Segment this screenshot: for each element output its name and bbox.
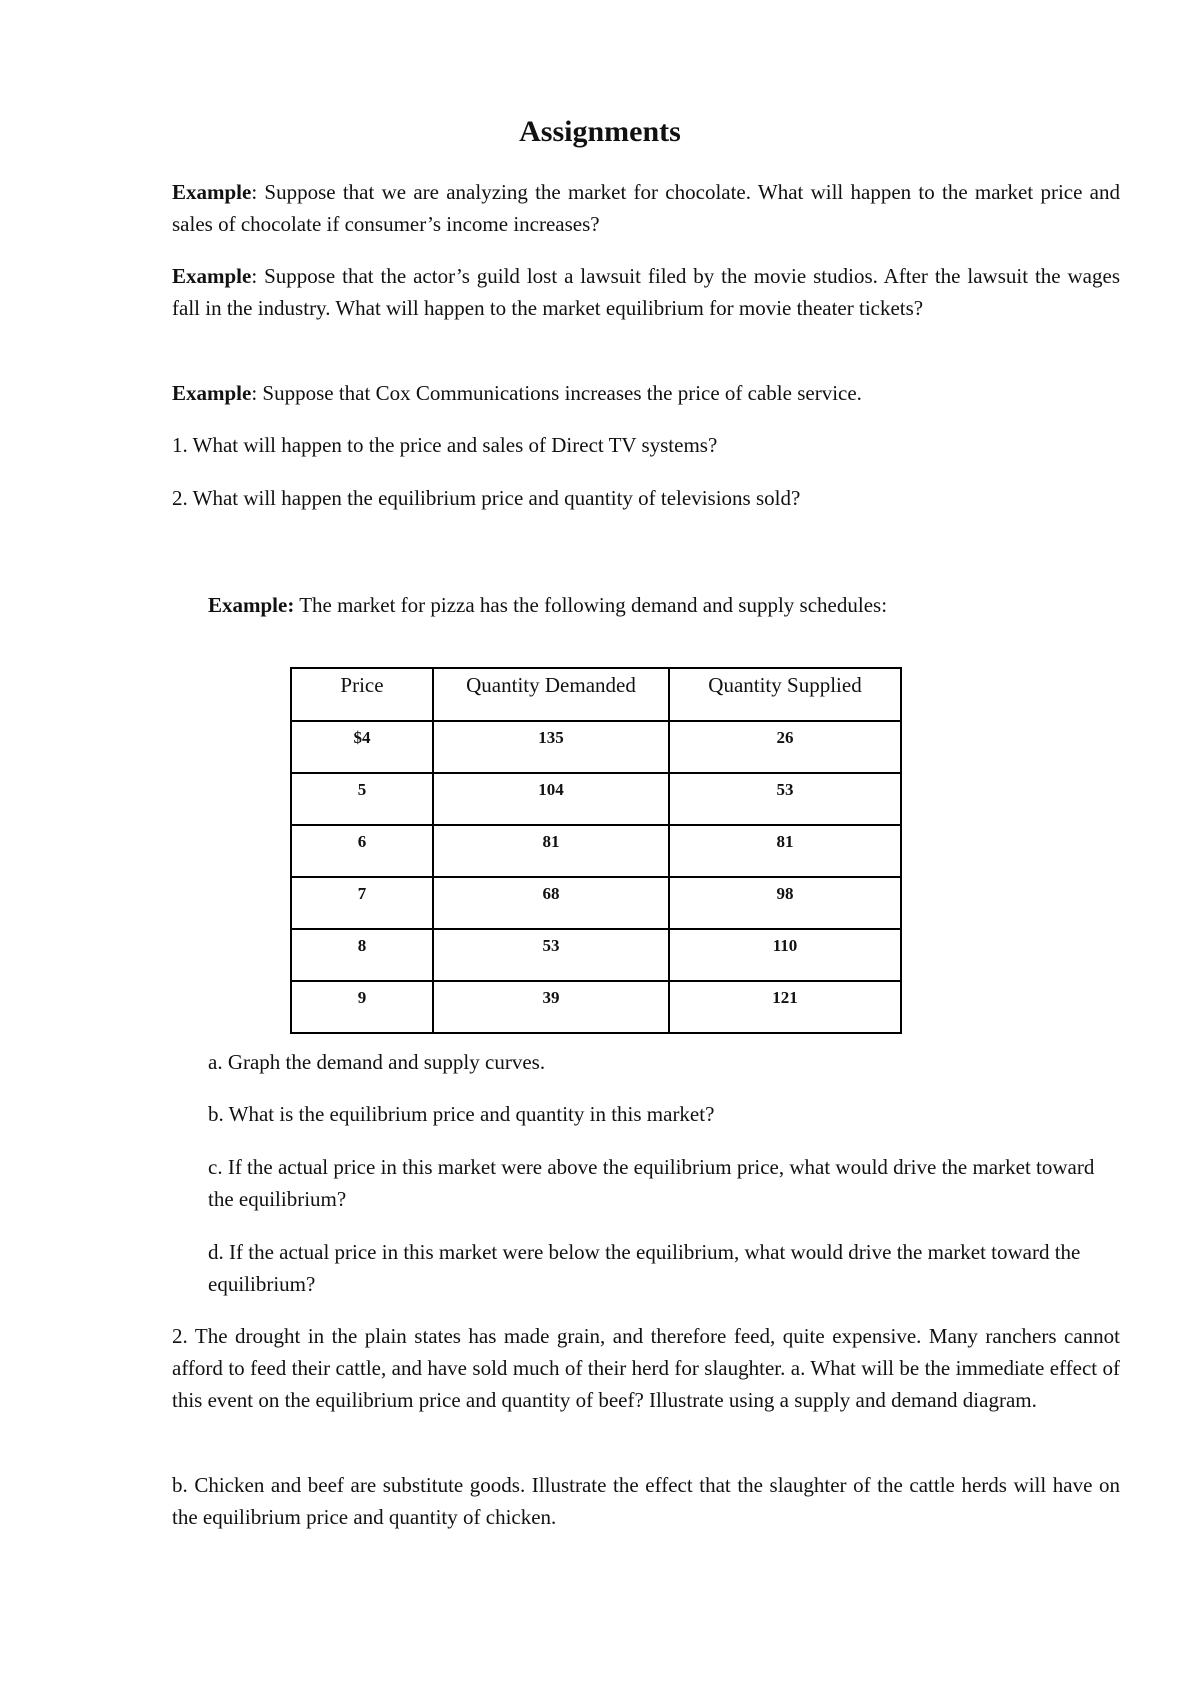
price-cell: 5 (291, 773, 433, 825)
column-header-price: Price (291, 668, 433, 721)
quantity-demanded-cell: 39 (433, 981, 669, 1033)
quantity-demanded-cell: 53 (433, 929, 669, 981)
table-row (291, 981, 901, 1033)
quantity-demanded-cell: 135 (433, 721, 669, 773)
price-cell: 7 (291, 877, 433, 929)
table-row (291, 773, 901, 825)
price-cell: 9 (291, 981, 433, 1033)
table-row (291, 825, 901, 877)
example-actors-guild (172, 260, 1120, 324)
column-header-quantity-demanded: Quantity Demanded (433, 668, 669, 721)
question-2-part-a: a. What will be the immediate effect of this event on the equilibrium price and quantity of beef? Illustrate using a supply and demand diagram. (172, 1356, 1121, 1412)
quantity-demanded-cell: 68 (433, 877, 669, 929)
quantity-supplied-cell: 110 (669, 929, 901, 981)
pizza-question-c: c. If the actual price in this market were above the equilibrium price, what would drive the market toward the equilibrium? (208, 1155, 1095, 1211)
quantity-supplied-cell: 81 (669, 825, 901, 877)
example-text: : Suppose that we are analyzing the market for chocolate. What will happen to the market price and sales of chocolate if consumer’s income increases? (172, 180, 1120, 236)
column-header-quantity-supplied: Quantity Supplied (669, 668, 901, 721)
example-text: : Suppose that the actor’s guild lost a lawsuit filed by the movie studios. After the lawsuit the wages fall in the industry. What will happen to the market equilibrium for movie theater tickets? (172, 264, 1120, 320)
example-label: Example (172, 180, 252, 204)
quantity-demanded-cell: 104 (433, 773, 669, 825)
pizza-question-d: d. If the actual price in this market were below the equilibrium, what would drive the market toward the equilibrium? (208, 1240, 1081, 1296)
supply-demand-table (290, 667, 902, 1034)
cable-question-1: 1. What will happen to the price and sales of Direct TV systems? (172, 433, 718, 457)
quantity-demanded-cell: 81 (433, 825, 669, 877)
price-cell: 6 (291, 825, 433, 877)
example-text: : Suppose that Cox Communications increases the price of cable service. (251, 381, 862, 405)
example-cable (172, 377, 1120, 409)
quantity-supplied-cell: 53 (669, 773, 901, 825)
table-row (291, 929, 901, 981)
example-label: Example (172, 381, 252, 405)
price-cell: 8 (291, 929, 433, 981)
quantity-supplied-cell: 26 (669, 721, 901, 773)
pizza-question-a: a. Graph the demand and supply curves. (208, 1050, 546, 1074)
pizza-question-b: b. What is the equilibrium price and quantity in this market? (208, 1102, 715, 1126)
example-chocolate (172, 176, 1120, 240)
question-2-part-b: b. Chicken and beef are substitute goods. Illustrate the effect that the slaughter of the cattle herds will have on the equilibrium price and quantity of chicken. (172, 1473, 1120, 1529)
cable-question-2: 2. What will happen the equilibrium price and quantity of televisions sold? (172, 486, 801, 510)
price-cell: $4 (291, 721, 433, 773)
example-label: Example: (208, 593, 295, 617)
quantity-supplied-cell: 121 (669, 981, 901, 1033)
example-pizza (208, 589, 1120, 621)
example-label: Example (172, 264, 252, 288)
question-2-drought (172, 1320, 1120, 1416)
table-header-row (291, 668, 901, 721)
example-text: The market for pizza has the following demand and supply schedules: (294, 593, 888, 617)
page-title: Assignments (519, 115, 681, 148)
question-2-intro: 2. The drought in the plain states has made grain, and therefore feed, quite expensive. Many ranchers cannot afford to feed their cattle, and have sold much of their herd for slaughter. (172, 1324, 1120, 1380)
table-row (291, 877, 901, 929)
table-row (291, 721, 901, 773)
quantity-supplied-cell: 98 (669, 877, 901, 929)
